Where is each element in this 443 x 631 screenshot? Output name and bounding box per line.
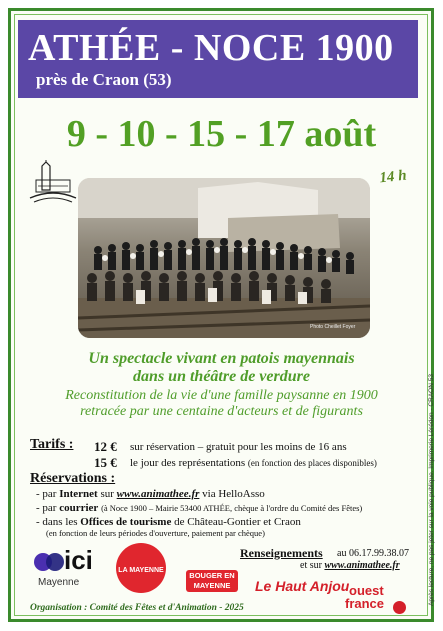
ici-dots-icon <box>34 549 64 575</box>
organisation-footer: Organisation : Comité des Fêtes et d'Animation - 2025 <box>30 603 244 613</box>
description-line-2: retracée par une centaine d'acteurs et de figurants <box>80 404 363 419</box>
title-banner <box>18 20 418 98</box>
ici-logo-text: ici <box>64 545 93 575</box>
bouger-logo-text: BOUGER EN MAYENNE <box>189 571 235 590</box>
price-reservation-desc <box>130 441 347 453</box>
poster-subtitle: près de Craon (53) <box>36 70 172 89</box>
price-reservation-text: sur réservation – gratuit pour les moins de 16 ans <box>130 441 347 453</box>
time-badge: 14 h <box>378 167 408 187</box>
price-day-desc <box>130 457 377 469</box>
event-dates: 9 - 10 - 15 - 17 août <box>66 113 377 155</box>
renseignements-url <box>300 560 400 571</box>
ouest-france-dot-icon <box>393 601 406 614</box>
la-mayenne-logo <box>116 543 166 593</box>
price-reservation: 12 € <box>94 439 117 454</box>
tarifs-label: Tarifs : <box>30 437 74 452</box>
resa-courrier-prefix: - par <box>36 502 57 514</box>
resa-internet-bold: Internet <box>59 488 98 500</box>
ouest-france-logo-line2: france <box>345 596 385 611</box>
resa-courrier-bold: courrier <box>59 502 99 514</box>
price-day-note: (en fonction des places disponibles) <box>247 458 377 468</box>
resa-offices-bold: Offices de tourisme <box>80 516 172 528</box>
resa-internet-link[interactable]: www.animathee.fr <box>116 488 200 500</box>
description-line-1: Reconstitution de la vie d'une famille paysanne en 1900 <box>65 388 378 403</box>
cast-photo <box>78 178 370 338</box>
printer-side-note: Après lecture, ne pas jeter sur la voie publique. Imprimerie Lérédon - CRAON 53 <box>428 374 435 606</box>
resa-courrier-note: (à Noce 1900 – Mairie 53400 ATHÉE, chèque à l'ordre du Comité des Fêtes) <box>101 503 363 513</box>
reservations-label: Réservations : <box>30 471 116 486</box>
resa-internet-suffix: via HelloAsso <box>202 488 265 500</box>
ici-logo-sub: Mayenne <box>38 577 80 588</box>
ouest-france-logo-line1: ouest <box>349 583 384 598</box>
photo-caption: Photo Cheillet Foyer <box>310 324 356 330</box>
resa-offices-note: (en fonction de leurs périodes d'ouverture, paiement par chèque) <box>46 528 265 538</box>
la-mayenne-logo-text: LA MAYENNE <box>118 567 164 574</box>
phone-number[interactable]: 06.17.99.38.07 <box>348 548 409 559</box>
village-logo-icon <box>28 160 78 210</box>
resa-internet-mid: sur <box>100 488 114 500</box>
renseignements-phone <box>337 548 409 559</box>
tagline-line-1: Un spectacle vivant en patois mayennais <box>88 350 355 367</box>
poster-title: ATHÉE - NOCE 1900 <box>28 27 394 69</box>
phone-prefix: au <box>337 548 347 559</box>
ouest-france-logo <box>345 583 405 615</box>
resa-internet-prefix: - par <box>36 488 57 500</box>
bouger-en-mayenne-logo <box>186 570 238 592</box>
renseignements-label: Renseignements <box>240 546 323 560</box>
ici-mayenne-logo <box>34 545 100 591</box>
price-day-text: le jour des représentations <box>130 457 246 469</box>
url-prefix: et sur <box>300 560 322 571</box>
resa-offices-prefix: - dans les <box>36 516 78 528</box>
haut-anjou-logo: Le Haut Anjou <box>255 578 350 594</box>
resa-courrier <box>36 502 362 514</box>
resa-internet <box>36 488 265 500</box>
resa-offices <box>36 516 301 528</box>
renseignements-link[interactable]: www.animathee.fr <box>324 560 400 571</box>
resa-offices-suffix: de Château-Gontier et Craon <box>174 516 301 528</box>
price-day: 15 € <box>94 455 117 470</box>
tagline-line-2: dans un théâtre de verdure <box>133 368 310 385</box>
